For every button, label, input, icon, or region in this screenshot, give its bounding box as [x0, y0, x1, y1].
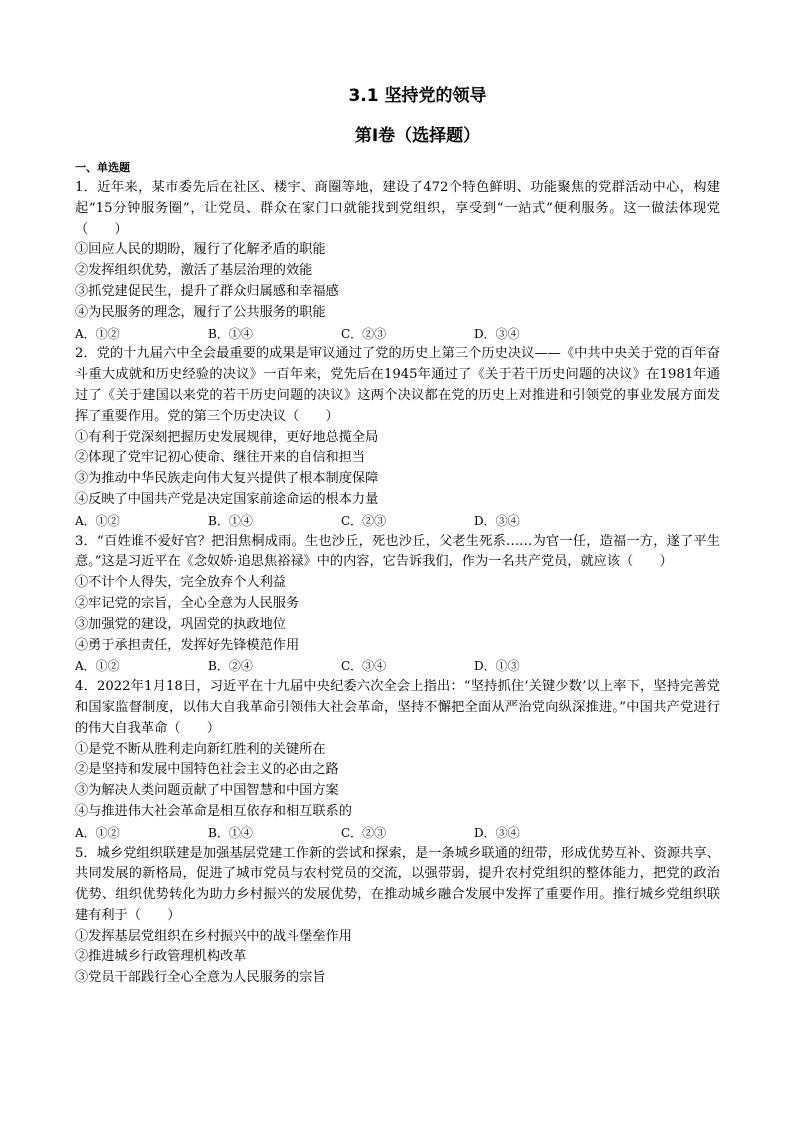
statement-2: ②体现了党牢记初心使命、继往开来的自信和担当	[75, 450, 366, 466]
choice-d: D．③④	[474, 825, 520, 840]
statement-1: ①是党不断从胜利走向新红胜利的关键所在	[75, 741, 326, 757]
question-1	[75, 178, 720, 344]
question-stem: 5．城乡党组织联建是加强基层党建工作新的尝试和探索，是一条城乡联通的纽带，形成优势互补、资源共享、共同发展的新格局，促进了城市党员与农村党员的交流，以强带弱，提升农村党组织的整体能力，把党的政治优势、组织优势转化为助力乡村振兴的发展优势，在推动城乡融合发展中发挥了重要作用。推行城乡党组织联建有利于（ ）	[75, 845, 720, 923]
choice-a: A．①②	[75, 326, 120, 341]
answer-choices	[75, 656, 720, 677]
section-subtitle: 第Ⅰ卷（选择题）	[354, 126, 481, 146]
statement-3: ③加强党的建设，巩固党的执政地位	[75, 616, 286, 632]
statement-2: ②发挥组织优势，激活了基层治理的效能	[75, 263, 313, 279]
statement-3: ③为推动中华民族走向伟大复兴提供了根本制度保障	[75, 471, 379, 487]
question-stem: 1．近年来，某市委先后在社区、楼宇、商圈等地，建设了472个特色鲜明、功能聚焦的党群活动中心，构建起“15分钟服务圈”，让党员、群众在家门口就能找到党组织，享受到“一站式”便利服务。这一做法体现党（ ）	[75, 180, 720, 237]
choice-d: D．③④	[474, 326, 520, 341]
statement-1: ①不计个人得失，完全放弃个人利益	[75, 575, 286, 591]
question-2	[75, 344, 720, 531]
choice-d: D．③④	[474, 513, 520, 528]
statement-1: ①回应人民的期盼，履行了化解矛盾的职能	[75, 242, 326, 258]
question-stem: 3．“百姓谁不爱好官？把泪焦桐成雨。生也沙丘，死也沙丘，父老生死系……为官一任，造福一方，遂了平生意。”这是习近平在《念奴娇·追思焦裕禄》中的内容，它告诉我们，作为一名共产党员，就应该（ ）	[75, 533, 720, 570]
answer-choices	[75, 511, 720, 532]
choice-a: A．①②	[75, 513, 120, 528]
statement-3: ③为解决人类问题贡献了中国智慧和中国方案	[75, 783, 339, 799]
statement-4: ④与推进伟大社会革命是相互依存和相互联系的	[75, 803, 352, 819]
section-heading: 一、单选题	[75, 161, 130, 174]
question-4	[75, 677, 720, 843]
statement-4: ④勇于承担责任，发挥好先锋模范作用	[75, 637, 300, 653]
choice-d: D．①③	[474, 659, 520, 674]
choice-c: C．③④	[341, 659, 387, 674]
choice-c: C．②③	[341, 825, 387, 840]
choice-a: A．①②	[75, 659, 120, 674]
choice-b: B．①④	[208, 513, 253, 528]
statement-3: ③党员干部践行全心全意为人民服务的宗旨	[75, 970, 326, 986]
statement-1: ①发挥基层党组织在乡村振兴中的战斗堡垒作用	[75, 928, 352, 944]
statement-2: ②推进城乡行政管理机构改革	[75, 949, 247, 965]
choice-b: B．①④	[208, 825, 253, 840]
choice-a: A．①②	[75, 825, 120, 840]
question-stem: 2．党的十九届六中全会最重要的成果是审议通过了党的历史上第三个历史决议——《中共中央关于党的百年奋斗重大成就和历史经验的决议》一百年来，党先后在1945年通过了《关于若干历史问题的决议》在1981年通过了《关于建国以来党的若干历史问题的决议》这两个决议都在党的历史上对推进和引领党的事业发展方面发挥了重要作用。党的第三个历史决议（ ）	[75, 346, 720, 424]
question-3	[75, 532, 720, 678]
statement-2: ②牢记党的宗旨，全心全意为人民服务	[75, 595, 300, 611]
choice-c: C．②③	[341, 326, 387, 341]
statement-4: ④反映了中国共产党是决定国家前途命运的根本力量	[75, 491, 379, 507]
statement-4: ④为民服务的理念，履行了公共服务的职能	[75, 304, 326, 320]
answer-choices	[75, 823, 720, 844]
choice-b: B．①④	[208, 326, 253, 341]
document-page	[75, 84, 720, 989]
statement-1: ①有利于党深刻把握历史发展规律，更好地总揽全局	[75, 429, 379, 445]
choice-b: B．②④	[208, 659, 253, 674]
statement-3: ③抓党建促民生，提升了群众归属感和幸福感	[75, 283, 339, 299]
question-stem: 4．2022年1月18日，习近平在十九届中央纪委六次全会上指出：“坚持抓住‘关键少数’以上率下，坚持完善党和国家监督制度，以伟大自我革命引领伟大社会革命，坚持不懈把全面从严治党向纵深推进。”中国共产党进行的伟大自我革命（ ）	[75, 679, 720, 736]
question-5	[75, 844, 720, 990]
statement-2: ②是坚持和发展中国特色社会主义的必由之路	[75, 762, 339, 778]
document-title: 3.1 坚持党的领导	[348, 86, 487, 106]
answer-choices	[75, 324, 720, 345]
choice-c: C．②③	[341, 513, 387, 528]
